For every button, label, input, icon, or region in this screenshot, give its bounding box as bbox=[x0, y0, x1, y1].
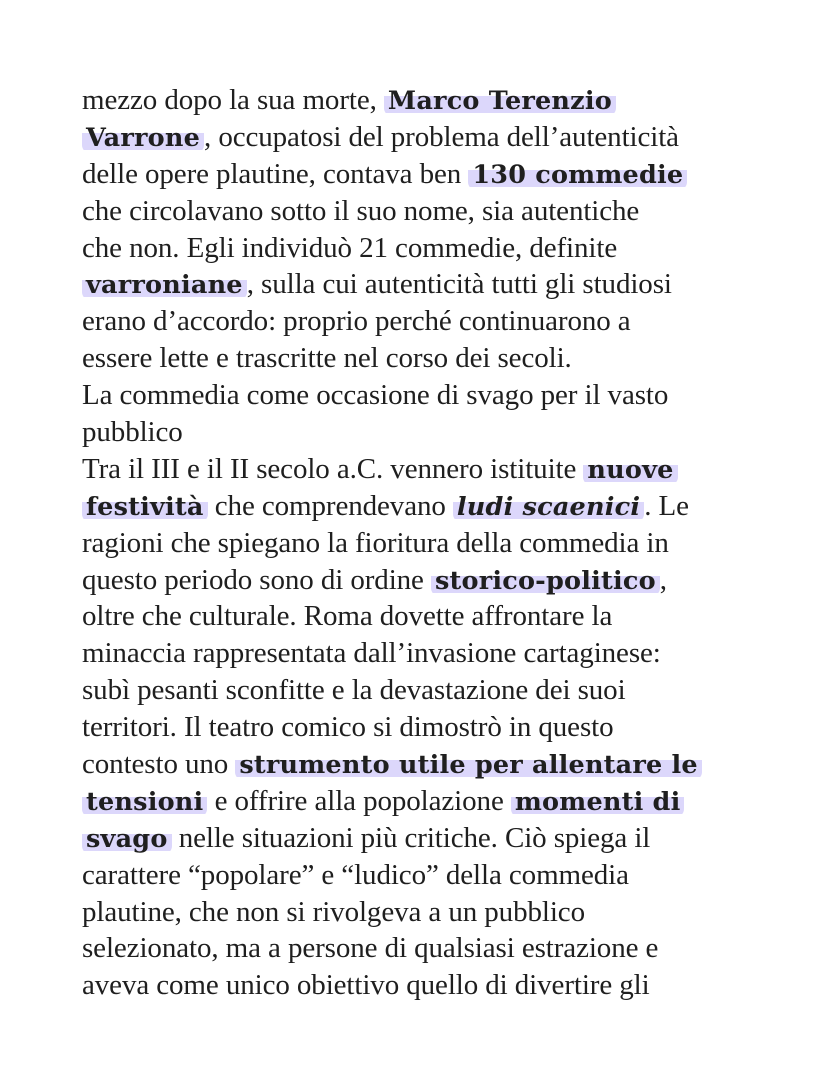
text-segment: selezionato, ma a persone di qualsiasi estrazione e bbox=[82, 932, 659, 965]
text-segment: ragioni che spiegano la fioritura della commedia in bbox=[82, 526, 669, 559]
text-line bbox=[82, 598, 762, 635]
text-line bbox=[82, 377, 762, 414]
highlighted-term: strumento utile per allentare le bbox=[235, 750, 702, 780]
text-segment: essere lette e trascritte nel corso dei secoli. bbox=[82, 342, 572, 375]
text-segment: , occupatosi del problema dell’autenticità bbox=[204, 120, 679, 153]
text-segment: , sulla cui autenticità tutti gli studiosi bbox=[246, 268, 672, 301]
text-line bbox=[82, 414, 762, 451]
text-line bbox=[82, 340, 762, 377]
text-segment: minaccia rappresentata dall’invasione cartaginese: bbox=[82, 637, 661, 670]
text-segment: La commedia come occasione di svago per il vasto bbox=[82, 379, 669, 412]
text-line bbox=[82, 635, 762, 672]
text-segment: . Le bbox=[644, 489, 689, 522]
highlighted-term: svago bbox=[82, 824, 172, 854]
text-segment: contesto uno bbox=[82, 748, 236, 781]
highlighted-term: storico-politico bbox=[431, 566, 660, 596]
text-line bbox=[82, 857, 762, 894]
text-line bbox=[82, 672, 762, 709]
text-line bbox=[82, 894, 762, 931]
text-line bbox=[82, 746, 762, 783]
text-segment: pubblico bbox=[82, 416, 183, 449]
text-segment: oltre che culturale. Roma dovette affrontare la bbox=[82, 600, 613, 633]
text-line bbox=[82, 783, 762, 820]
text-segment: aveva come unico obiettivo quello di divertire gli bbox=[82, 969, 650, 1002]
highlighted-term: momenti di bbox=[511, 787, 685, 817]
text-line bbox=[82, 451, 762, 488]
text-line bbox=[82, 82, 762, 119]
body-text bbox=[82, 82, 762, 1004]
text-segment: delle opere plautine, contava ben bbox=[82, 157, 469, 190]
text-segment: che non. Egli individuò 21 commedie, definite bbox=[82, 231, 618, 264]
text-line bbox=[82, 967, 762, 1004]
highlighted-term: 130 commedie bbox=[468, 160, 687, 190]
text-line bbox=[82, 488, 762, 525]
highlighted-term: Varrone bbox=[82, 123, 204, 153]
highlighted-term: nuove bbox=[583, 455, 677, 485]
text-segment: carattere “popolare” e “ludico” della commedia bbox=[82, 858, 629, 891]
text-line bbox=[82, 562, 762, 599]
text-line bbox=[82, 119, 762, 156]
highlighted-term: ludi scaenici bbox=[453, 492, 644, 522]
text-segment: nelle situazioni più critiche. Ciò spiega il bbox=[171, 821, 651, 854]
text-segment: mezzo dopo la sua morte, bbox=[82, 84, 384, 116]
text-segment: che comprendevano bbox=[207, 489, 453, 522]
text-line bbox=[82, 820, 762, 857]
text-line bbox=[82, 303, 762, 340]
text-segment: e offrire alla popolazione bbox=[207, 784, 511, 817]
text-segment: che circolavano sotto il suo nome, sia autentiche bbox=[82, 194, 640, 227]
text-line bbox=[82, 709, 762, 746]
text-segment: , bbox=[659, 563, 667, 596]
text-segment: erano d’accordo: proprio perché continuarono a bbox=[82, 305, 631, 338]
text-line bbox=[82, 930, 762, 967]
text-line bbox=[82, 193, 762, 230]
highlighted-term: festività bbox=[82, 492, 208, 522]
text-segment: questo periodo sono di ordine bbox=[82, 563, 431, 596]
highlighted-term: Marco Terenzio bbox=[384, 86, 616, 116]
text-line bbox=[82, 266, 762, 303]
text-line bbox=[82, 525, 762, 562]
text-segment: Tra il III e il II secolo a.C. vennero istituite bbox=[82, 452, 584, 485]
highlighted-term: tensioni bbox=[82, 787, 207, 817]
text-segment: plautine, che non si rivolgeva a un pubblico bbox=[82, 895, 585, 928]
text-line bbox=[82, 156, 762, 193]
highlighted-term: varroniane bbox=[82, 270, 247, 300]
text-line bbox=[82, 230, 762, 267]
text-segment: territori. Il teatro comico si dimostrò in questo bbox=[82, 711, 614, 744]
text-segment: subì pesanti sconfitte e la devastazione dei suoi bbox=[82, 674, 626, 707]
